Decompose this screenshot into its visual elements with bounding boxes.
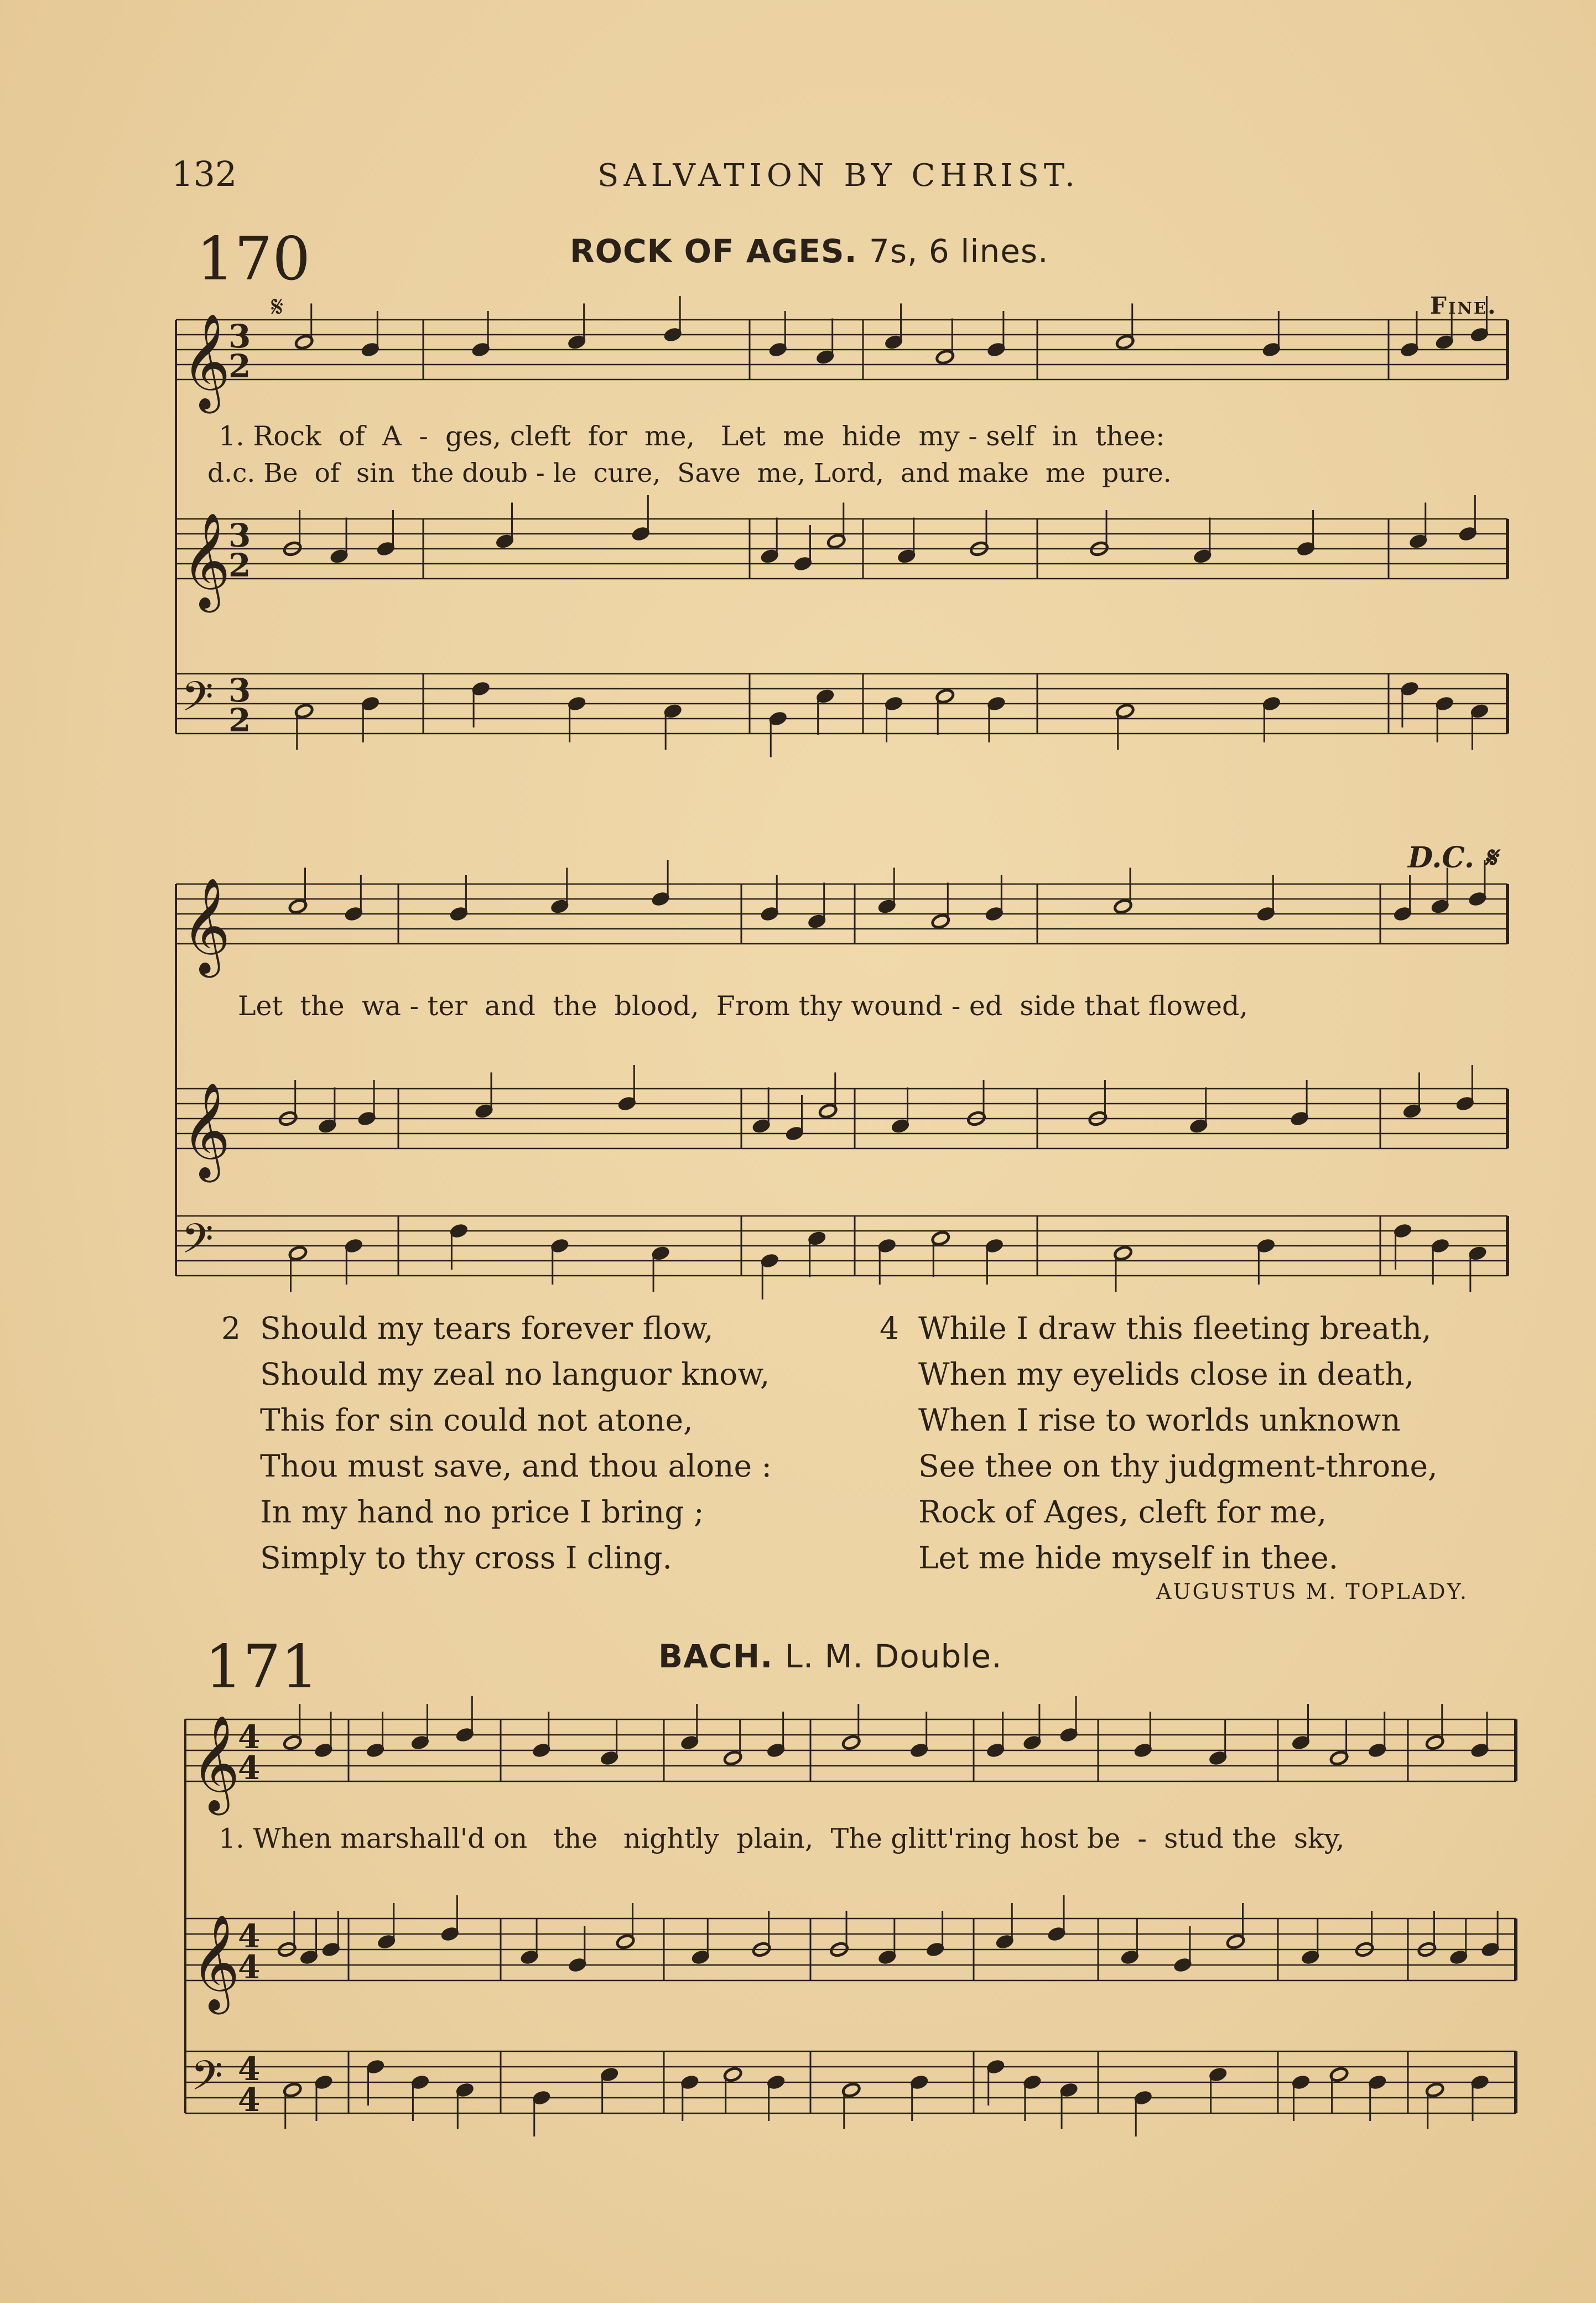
hymn-171-system-1-clef-icon: 𝄞: [191, 1914, 240, 2010]
hymn-170-system-1-time-signature: 3: [228, 517, 251, 554]
hymn-170-system-2-clef-icon: 𝄢: [181, 1215, 214, 1273]
hymn-170-system-1-clef-icon: 𝄞: [181, 512, 231, 609]
hymn-170-number: 170: [196, 225, 311, 294]
verse-2-line: In my hand no price I bring ;: [260, 1494, 704, 1530]
verse-2-line: This for sin could not atone,: [260, 1402, 693, 1438]
hymn-171-system-1-time-signature: 4: [238, 1948, 261, 1986]
verse-2-line: Thou must save, and thou alone :: [260, 1448, 772, 1484]
hymn-171-system-1-time-signature: 4: [238, 1917, 261, 1955]
hymn-171-system-1-time-signature: 4: [238, 1718, 261, 1756]
hymn-170-system-2-clef-icon: 𝄞: [181, 877, 231, 974]
verse-4-line: When my eyelids close in death,: [918, 1356, 1415, 1392]
hymn-171-system-1-time-signature: 4: [238, 2081, 261, 2119]
segno-icon: 𝄋: [271, 290, 284, 324]
page-number: 132: [171, 154, 237, 194]
dc-segno-icon: 𝄋: [1484, 841, 1497, 875]
hymn-171-system-1-clef-icon: 𝄢: [191, 2052, 223, 2110]
hymn-170-lyric-verse-1: 1. Rock of A - ges, cleft for me, Let me hide my - self in thee:: [219, 420, 1165, 452]
hymn-170-system-1-clef-icon: 𝄞: [181, 313, 231, 409]
hymn-171-lyric-verse-1: 1. When marshall'd on the nightly plain, The glitt'ring host be - stud the sky,: [219, 1823, 1345, 1854]
verse-4-line: While I draw this fleeting breath,: [918, 1311, 1432, 1346]
running-head: SALVATION BY CHRIST.: [597, 158, 1080, 194]
verse-2-line: Should my zeal no languor know,: [260, 1356, 770, 1392]
verse-2-number: 2: [221, 1311, 241, 1346]
verse-4-line: See thee on thy judgment-throne,: [918, 1448, 1438, 1484]
hymn-171-system-1-time-signature: 4: [238, 1749, 261, 1787]
hymn-171-system-1-clef-icon: 𝄞: [191, 1715, 240, 1811]
hymn-170-lyric-dc: d.c. Be of sin the doub - le cure, Save me, Lord, and make me pure.: [207, 458, 1172, 488]
hymn-171-system-1-time-signature: 4: [238, 2050, 261, 2088]
hymn-170-name: ROCK OF AGES.: [570, 232, 857, 270]
hymn-170-system-1-clef-icon: 𝄢: [181, 673, 214, 731]
hymn-170-system-1-time-signature: 3: [228, 318, 251, 355]
verse-4-number: 4: [880, 1311, 899, 1346]
hymn-171-meter: L. M. Double.: [784, 1637, 1002, 1675]
verse-4-line: Let me hide myself in thee.: [918, 1540, 1339, 1576]
fine-mark: Fine.: [1430, 292, 1498, 319]
verse-2-line: Simply to thy cross I cling.: [260, 1540, 672, 1576]
hymn-170-system-1-time-signature: 2: [228, 701, 251, 739]
hymn-171-name: BACH.: [658, 1637, 773, 1675]
hymn-170-system-2-clef-icon: 𝄞: [181, 1082, 231, 1178]
hymn-170-system-1-time-signature: 3: [228, 672, 251, 709]
dc-label: D.C.: [1408, 841, 1474, 875]
verse-4-line: Rock of Ages, cleft for me,: [918, 1494, 1327, 1530]
hymn-170-author: AUGUSTUS M. TOPLADY.: [1156, 1579, 1468, 1604]
verse-4-line: When I rise to worlds unknown: [918, 1402, 1401, 1438]
hymn-170-lyric-line-2: Let the wa - ter and the blood, From thy wound - ed side that flowed,: [238, 990, 1248, 1022]
hymn-171-number: 171: [205, 1633, 319, 1702]
hymn-170-system-1-time-signature: 2: [228, 347, 251, 385]
verse-2-line: Should my tears forever flow,: [260, 1311, 714, 1346]
hymn-170-meter: 7s, 6 lines.: [869, 232, 1049, 270]
hymn-170-system-1-time-signature: 2: [228, 547, 251, 584]
